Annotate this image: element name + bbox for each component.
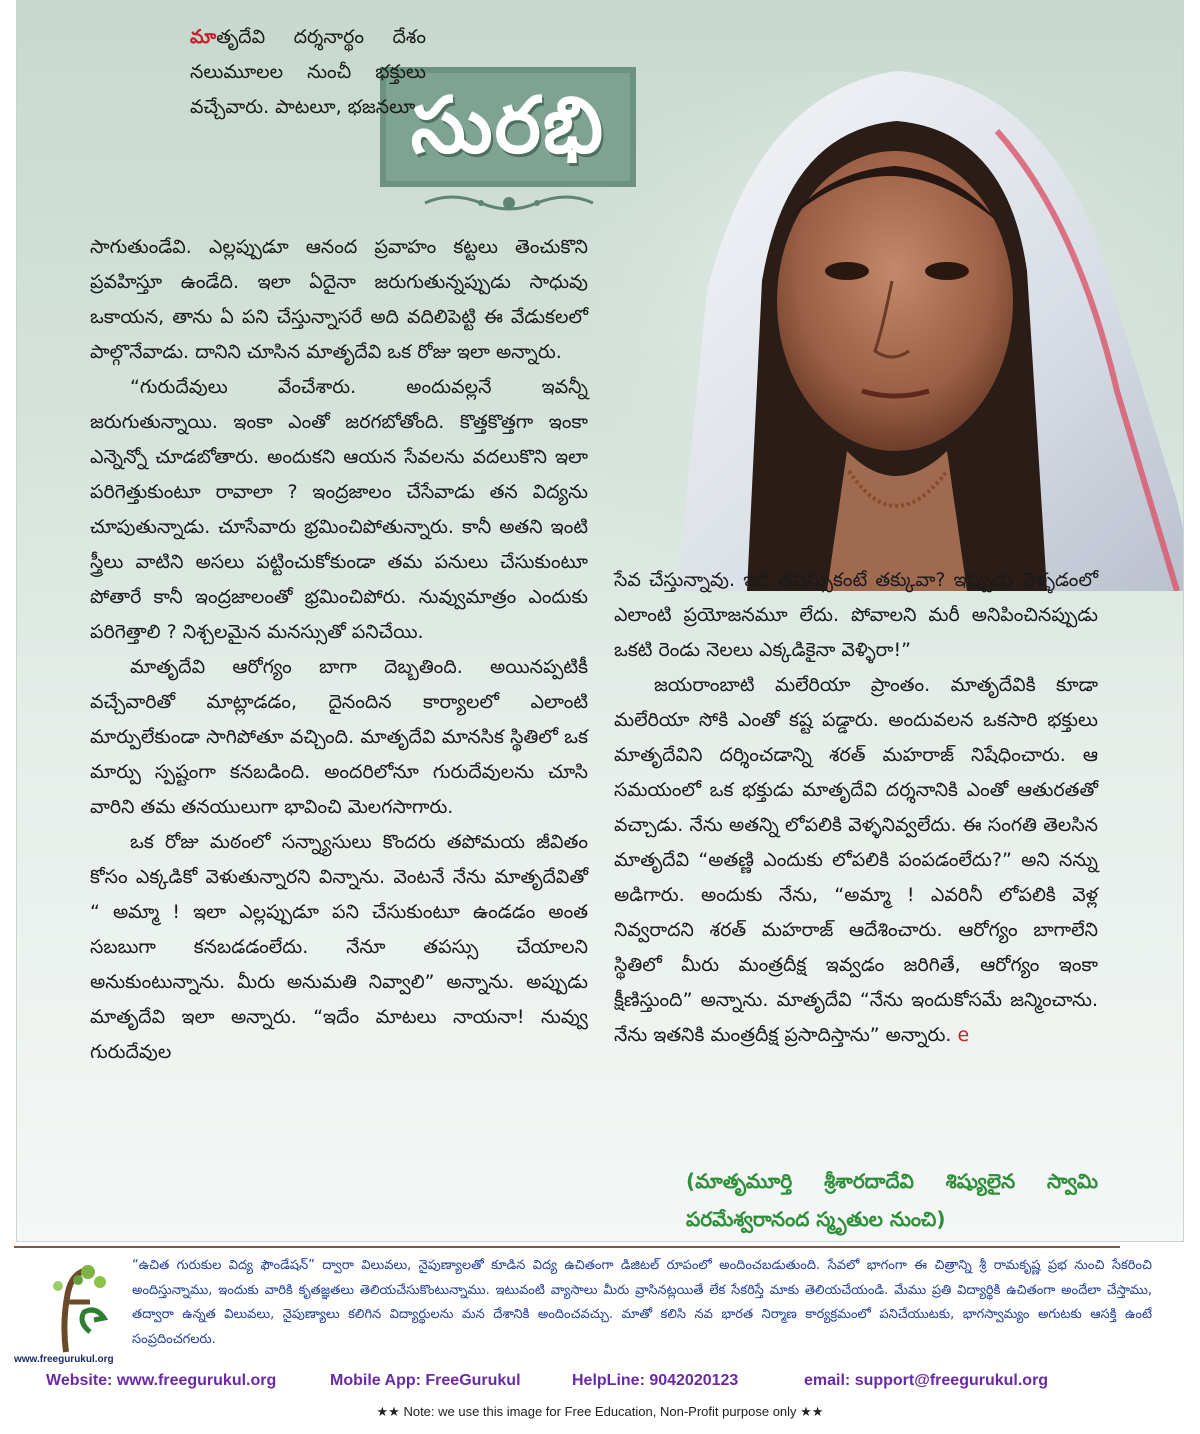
logo-url-text: www.freegurukul.org bbox=[14, 1354, 114, 1365]
footer-description: “ఉచిత గురుకుల విద్య ఫౌండేషన్” ద్వారా విలువలు, నైపుణ్యాలతో కూడిన విద్య ఉచితంగా డిజిటల్ రూపంలో అందించబడుతుంది. సేవలో భాగంగా ఈ చిత్రాన్ని శ్రీ రామకృష్ణ ప్రభ నుంచి సేకరించి అందిస్తున్నాము, ఇందుకు వారికి కృతజ్ఞతలు తెలియచేసుకొంటున్నాము. ఇటువంటి వ్యాసాలు మీరు వ్రాసినట్లయితే లేక సేకరిస్తే మాకు తెలియచేయండి. మేము ప్రతి విద్యార్థికి ఉచితంగా అందేలా చేస్తాము, తద్వారా ఉన్నత విలువలు, నైపుణ్యాలు కలిగిన విద్యార్థులను మన దేశానికి అందించవచ్చు. మాతో కలిసి నవ భారత నిర్మాణ కార్యక్రమంలో పనిచేయుటకు, భాగస్వామ్యం అగుటకు ఆసక్తి ఉంటే సంప్రదించగలరు. bbox=[132, 1258, 1152, 1347]
website-link[interactable]: Website: www.freegurukul.org bbox=[46, 1372, 277, 1389]
portrait-image bbox=[557, 71, 1184, 591]
intro-text: తృదేవి దర్శనార్థం దేశం నలుమూలల నుంచీ భక్తులు వచ్చేవారు. పాటలూ, భజనలూ bbox=[190, 26, 426, 118]
left-paragraph-4: ఒక రోజు మఠంలో సన్న్యాసులు కొందరు తపోమయ జీవితం కోసం ఎక్కడికో వెళుతున్నారని విన్నాను. వెంటనే నేను మాతృదేవితో “ అమ్మా ! ఇలా ఎల్లప్పుడూ పని చేసుకుంటూ ఉండడం అంత సబబుగా కనబడడంలేదు. నేనూ తపస్సు చేయాలని అనుకుంటున్నాను. మీరు అనుమతి నివ్వాలి” అన్నాను. అప్పుడు మాతృదేవి ఇలా అన్నారు. “ఇదేం మాటలు నాయనా! నువ్వు గురుదేవుల bbox=[90, 831, 588, 1063]
right-paragraph-1: సేవ చేస్తున్నావు. ఇది తపస్సుకంటే తక్కువా? ఇప్పుడు వెళ్ళడంలో ఎలాంటి ప్రయోజనమూ లేదు. పోవాలని మరీ అనిపించినప్పుడు ఒకటి రెండు నెలలు ఎక్కడికైనా వెళ్ళిరా!” bbox=[614, 569, 1098, 661]
mobile-app-link[interactable]: Mobile App: FreeGurukul bbox=[330, 1372, 521, 1389]
intro-first-word: మా bbox=[190, 26, 217, 48]
left-paragraph-1: సాగుతుండేవి. ఎల్లప్పుడూ ఆనంద ప్రవాహం కట్టలు తెంచుకొని ప్రవహిస్తూ ఉండేది. ఇలా ఏదైనా జరుగుతున్నప్పుడు సాధువు ఒకాయన, తాను ఏ పని చేస్తున్నాసరే అది వదిలిపెట్టి ఈ వేడుకలలో పాల్గొనేవాడు. దానిని చూసిన మాతృదేవి ఒక రోజు ఇలా అన్నారు. bbox=[90, 236, 588, 363]
right-column bbox=[614, 563, 1098, 1053]
intro-paragraph bbox=[190, 20, 426, 125]
source-credit: (మాతృమూర్తి శ్రీశారదాదేవి శిష్యులైన స్వామి పరమేశ్వరానంద స్మృతుల నుంచి) bbox=[686, 1169, 1098, 1231]
footer-divider bbox=[14, 1246, 1120, 1248]
left-column bbox=[90, 230, 588, 1070]
page-title: సురభి bbox=[410, 81, 606, 171]
right-paragraph-2-text: జయరాంబాటి మలేరియా ప్రాంతం. మాతృదేవికి కూడా మలేరియా సోకి ఎంతో కష్ట పడ్డారు. అందువలన ఒకసారి భక్తులు మాతృదేవిని దర్శించడాన్ని శరత్ మహరాజ్ నిషేధించారు. ఆ సమయంలో ఒక భక్తుడు మాతృదేవి దర్శనానికి ఎంతో ఆతురతతో వచ్చాడు. నేను అతన్ని లోపలికి వెళ్ళనివ్వలేదు. ఈ సంగతి తెలసిన మాతృదేవి “అతణ్ణి ఎందుకు లోపలికి పంపడంలేదు?” అని నన్ను అడిగారు. అందుకు నేను, “అమ్మా ! ఎవరినీ లోపలికి వెళ్ల నివ్వరాదని శరత్ మహరాజ్ ఆదేశించారు. ఆరోగ్యం బాగాలేని స్థితిలో మీరు మంత్రదీక్ష ఇవ్వడం జరిగితే, ఆరోగ్యం ఇంకా క్షీణిస్తుంది” అన్నాను. మాతృదేవి “నేను ఇందుకోసమే జన్మించాను. నేను ఇతనికి మంత్రదీక్ష ప్రసాదిస్తాను” అన్నారు. bbox=[614, 674, 1098, 1046]
ornament-divider bbox=[421, 189, 597, 217]
left-paragraph-3: మాతృదేవి ఆరోగ్యం బాగా దెబ్బతింది. అయినప్పటికీ వచ్చేవారితో మాట్లాడడం, దైనందిన కార్యాలలో ఎలాంటి మార్పులేకుండా సాగిపోతూ వచ్చింది. మాతృదేవి మానసిక స్థితిలో ఒక మార్పు స్పష్టంగా కనబడింది. అందరిలోనూ గురుదేవులను చూసి వారిని తమ తనయులుగా భావించి మెలగసాగారు. bbox=[90, 656, 588, 818]
left-paragraph-2: “గురుదేవులు వేంచేశారు. అందువల్లనే ఇవన్నీ జరుగుతున్నాయి. ఇంకా ఎంతో జరగబోతోంది. కొత్తకొత్తగా ఇంకా ఎన్నెన్నో చూడబోతారు. అందుకని ఆయన సేవలను వదలుకొని ఇలా పరిగెత్తుకుంటూ రావాలా ? ఇంద్రజాలం చేసేవాడు తన విద్యను చూపుతున్నాడు. చూసేవారు భ్రమించిపోతున్నారు. కానీ అతని ఇంటి స్త్రీలు వాటిని అసలు పట్టించుకోకుండా తమ పనులు చేసుకుంటూ పోతారే కానీ ఇంద్రజాలంతో భ్రమించిపోరు. నువ్వుమాత్రం ఎందుకు పరిగెత్తాలి ? నిశ్చలమైన మనస్సుతో పనిచేయి. bbox=[90, 376, 588, 643]
helpline-number[interactable]: HelpLine: 9042020123 bbox=[572, 1372, 739, 1389]
email-link[interactable]: email: support@freegurukul.org bbox=[804, 1372, 1049, 1389]
end-mark: e bbox=[957, 1024, 970, 1046]
right-paragraph-2 bbox=[614, 668, 1098, 1053]
usage-note: ★★ Note: we use this image for Free Education, Non-Profit purpose only ★★ bbox=[376, 1404, 824, 1419]
freegurukul-logo-icon bbox=[28, 1262, 128, 1358]
